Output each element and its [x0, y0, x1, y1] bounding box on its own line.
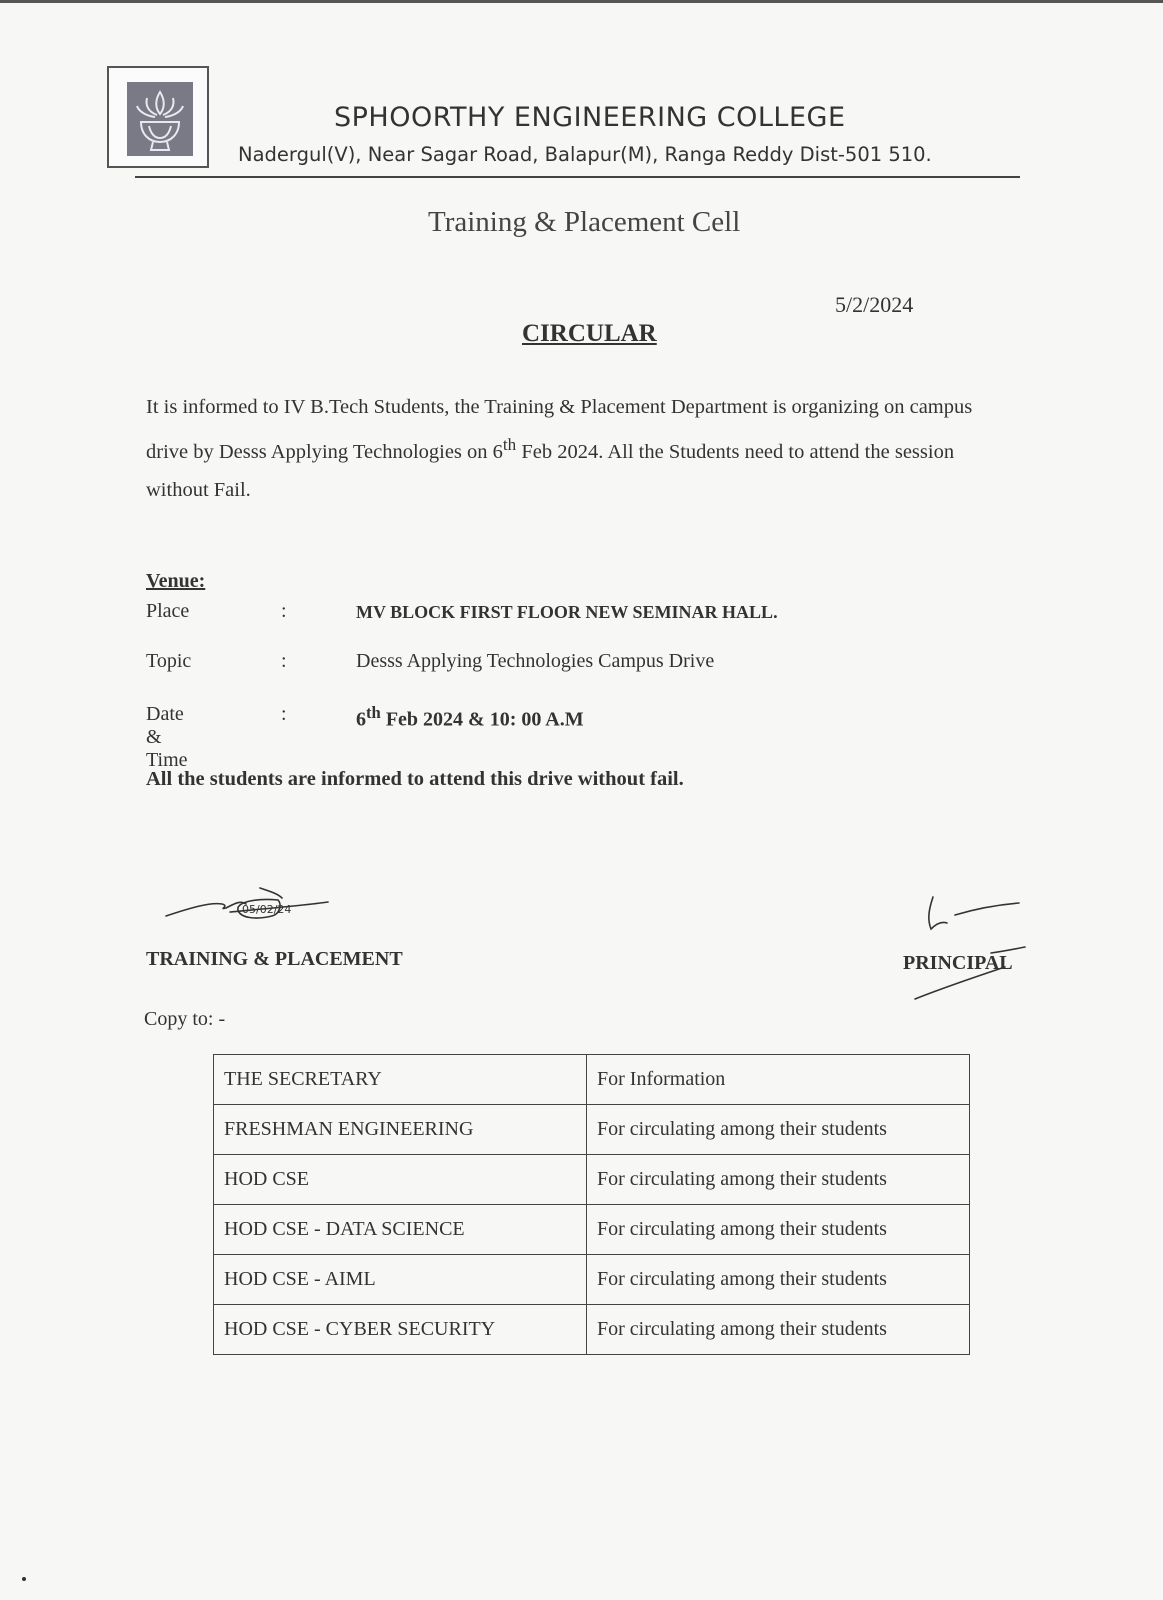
department-title: Training & Placement Cell	[428, 206, 741, 238]
datetime-day: 6	[356, 708, 366, 731]
topic-colon: :	[281, 650, 287, 672]
recipient-cell: HOD CSE	[214, 1155, 587, 1205]
copy-to-table	[213, 1054, 970, 1355]
table-row	[214, 1105, 970, 1155]
purpose-cell: For circulating among their students	[587, 1105, 970, 1155]
college-address: Nadergul(V), Near Sagar Road, Balapur(M), Ranga Reddy Dist-501 510.	[238, 143, 932, 166]
body-text-part2: Feb 2024. All the Students need to attend the session without Fail.	[146, 440, 955, 501]
purpose-cell: For circulating among their students	[587, 1305, 970, 1355]
purpose-cell: For circulating among their students	[587, 1155, 970, 1205]
recipient-cell: HOD CSE - DATA SCIENCE	[214, 1205, 587, 1255]
purpose-cell: For circulating among their students	[587, 1205, 970, 1255]
datetime-colon: :	[281, 703, 287, 725]
principal-title: PRINCIPAL	[903, 952, 1013, 974]
table-row	[214, 1155, 970, 1205]
venue-heading: Venue:	[146, 570, 206, 592]
topic-value: Desss Applying Technologies Campus Drive	[356, 650, 715, 672]
principal-signature	[895, 895, 1045, 1005]
recipient-cell: HOD CSE - CYBER SECURITY	[214, 1305, 587, 1355]
table-row	[214, 1055, 970, 1105]
recipient-cell: THE SECRETARY	[214, 1055, 587, 1105]
scan-top-edge	[0, 0, 1163, 3]
scan-speck	[22, 1577, 26, 1581]
circular-date: 5/2/2024	[835, 292, 914, 317]
table-row	[214, 1305, 970, 1355]
circular-body	[146, 388, 1016, 509]
training-placement-signature	[160, 880, 350, 940]
topic-label: Topic	[146, 650, 192, 672]
signature-date-text: 05/02/24	[242, 903, 292, 916]
purpose-cell: For Information	[587, 1055, 970, 1105]
recipient-cell: FRESHMAN ENGINEERING	[214, 1105, 587, 1155]
body-text-part1: It is informed to IV B.Tech Students, the Training & Placement Department is organizing on campus drive by Desss Applying Technologies on 6	[146, 396, 973, 463]
circular-heading: CIRCULAR	[522, 320, 657, 347]
college-name: SPHOORTHY ENGINEERING COLLEGE	[334, 102, 846, 133]
closing-note: All the students are informed to attend this drive without fail.	[146, 768, 684, 790]
place-label: Place	[146, 600, 190, 622]
place-colon: :	[281, 600, 287, 622]
table-row	[214, 1205, 970, 1255]
datetime-label: Date & Time	[146, 703, 188, 771]
header-divider	[135, 176, 1020, 178]
datetime-value	[356, 703, 584, 732]
copy-to-label: Copy to: -	[144, 1008, 226, 1030]
training-placement-title: TRAINING & PLACEMENT	[146, 948, 403, 970]
place-value: MV BLOCK FIRST FLOOR NEW SEMINAR HALL.	[356, 602, 778, 622]
body-text-superscript: th	[502, 435, 517, 454]
lotus-emblem-icon	[127, 82, 193, 156]
purpose-cell: For circulating among their students	[587, 1255, 970, 1305]
datetime-superscript: th	[366, 703, 381, 722]
datetime-rest: Feb 2024 & 10: 00 A.M	[380, 708, 584, 731]
college-logo	[107, 66, 209, 168]
recipient-cell: HOD CSE - AIML	[214, 1255, 587, 1305]
table-row	[214, 1255, 970, 1305]
